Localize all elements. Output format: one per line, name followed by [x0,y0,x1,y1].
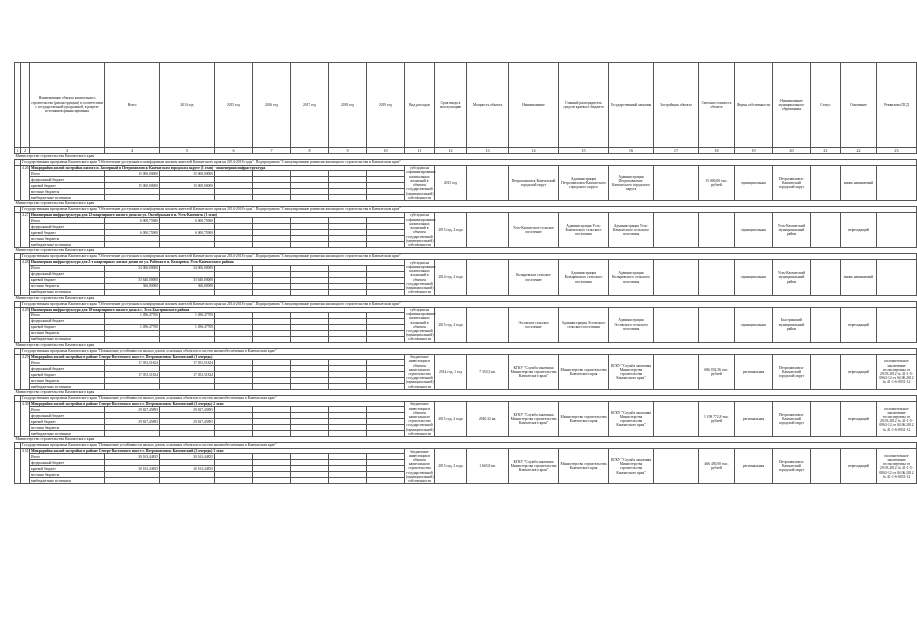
ownership-form: региональная [735,402,773,437]
object-number: 4.28. [21,260,30,295]
year-2014-value: 6 000,75900 [160,230,215,236]
column-number: 10 [367,148,405,154]
column-number: 11 [405,148,435,154]
estimated-cost: 1 199 772,8 тыс. рублей [699,402,735,437]
year-2014-value: 29 827,45895 [160,407,215,413]
total-value: 29 827,45895 [105,419,160,425]
column-number: 16 [609,148,654,154]
municipality: Петропавловск-Камчатский городской округ [773,166,811,201]
ministry-name: Министерство строительства Камчатского края [15,437,917,443]
year-2014-value: 15 000,00000 [160,171,215,177]
expense-type: бюджетные инвестиции в объекты капитального строительства государственной (муниципальной) собственности [406,449,434,483]
ministry-name: Министерство строительства Камчатского края [15,390,917,396]
year-2014-value: 366,00000 [160,283,215,289]
object-title: Инженерная инфраструктура для 12-квартирного жилого дома по ул. Октябрьская в п. Усть-Камчатск (1 этап) [30,213,405,218]
total-value [105,478,160,484]
object-number: 4.30. [21,402,30,437]
object-row [15,449,917,454]
design-docs [877,260,917,295]
municipality: Петропавловск-Камчатский городской округ [773,354,811,389]
developer [654,213,699,248]
design-docs: положительное заключение госэкспертизы от 29.03.2012 № 41-1-5-0062-12 от 04.06.2012 № 41-1-6-0031-12 [877,449,917,484]
developer [654,354,699,389]
object-owner: КГКУ "Служба заказчика Министерства строительства Камчатского края" [509,402,559,437]
estimated-cost [699,307,735,342]
column-header: Сметная стоимость объекта [699,63,735,148]
basis: переходящий [841,307,877,342]
total-value: 29 827,45895 [105,407,160,413]
state-customer: КГКУ "Служба заказчика Министерства строительства Камчатского края" [609,354,654,389]
basis: переходящий [841,449,877,484]
object-row [15,260,917,265]
column-header: Мощность объекта [467,63,509,148]
ministry-name: Министерство строительства Камчатского края [15,154,917,160]
funding-source-label: местные бюджеты [30,425,105,431]
year-2014-value: 1 496,47700 [160,312,215,318]
total-value: 15 000,00000 [105,183,160,189]
column-number: 5 [160,148,215,154]
funding-source-label: местные бюджеты [30,472,105,478]
column-number: 12 [435,148,467,154]
funding-source-label: Итого [30,171,105,177]
funding-source-label: краевой бюджет [30,324,105,330]
program-name: Государственная программа Камчатского края "Повышение устойчивости жилых домов, основных объектов и систем жизнеобеспечения в Камчатском крае" [21,396,917,402]
object-owner: Козыревское сельское поселение [509,260,559,295]
budget-manager: Министерство строительства Камчатского края [559,449,609,484]
ministry-name: Министерство строительства Камчатского края [15,342,917,348]
year-2014-value: 30 163,44835 [160,454,215,460]
object-title: Микрорайон жилой застройки в районе Северо-Восточного шоссе г. Петропавловск-Камчатский (2 очередь) 3 этап [30,449,405,454]
funding-source-label: федеральный бюджет [30,413,105,419]
funding-source-label: местные бюджеты [30,283,105,289]
funding-source-label: Итого [30,454,105,460]
estimated-cost [699,213,735,248]
column-number: 20 [773,148,811,154]
status [811,354,841,389]
column-header: Основание [841,63,877,148]
year-2014-value: 6 000,75900 [160,218,215,224]
total-value: 1 496,47700 [105,324,160,330]
municipality: Усть-Камчатский муниципальный район [773,213,811,248]
object-title: Микрорайон жилой застройки жилого п. Заозерный в Петропавловск-Камчатском городском округе (1 этап) - инженерная инфраструктура [30,166,405,171]
object-title: Инженерная инфраструктура для 18-квартирного жилого дома в с. Эссо Быстринского района [30,307,405,312]
developer [654,449,699,484]
column-header: Статус [811,63,841,148]
capacity: 2040,32 кв. [467,402,509,437]
ownership-form: муниципальная [735,307,773,342]
year-value [329,478,367,484]
total-value: 30 163,44835 [105,466,160,472]
basis: переходящий [841,213,877,248]
design-docs: положительное заключение госэкспертизы от 29.03.2012 № 41-1-5-0062-12 от 04.06.2012 № 41-1-6-0031-12 [877,354,917,389]
total-value: 6 000,75900 [105,218,160,224]
funding-source-label: Итого [30,360,105,366]
program-name: Государственная программа Камчатского края "Обеспечение доступным и комфортным жильем жителей Камчатского края на 2014-2018 годы". Подпрограмма "Стимулирование развития жилищного строительства в Камчатском крае" [21,254,917,260]
column-header: 2015 год [215,63,253,148]
column-number: 7 [253,148,291,154]
status [811,449,841,484]
commission-date: 2015 год, 2 года [435,402,467,437]
funding-source-label: краевой бюджет [30,230,105,236]
commission-date: 2015 год, 2 года [435,213,467,248]
funding-source-label: краевой бюджет [30,466,105,472]
funding-source-label: Итого [30,312,105,318]
total-value: 17 053,51824 [105,372,160,378]
column-header: Государственный заказчик [609,63,654,148]
column-header: Наименование [509,63,559,148]
object-owner: КГКУ "Служба заказчика Министерства строительства Камчатского края" [509,449,559,484]
state-customer: Администрация Усть-Камчатского сельского поселения [609,213,654,248]
funding-source-label: федеральный бюджет [30,224,105,230]
column-number: 8 [291,148,329,154]
commission-date: 2015 год, 2 года [435,449,467,484]
funding-source-label: краевой бюджет [30,372,105,378]
object-row [15,166,917,171]
capacity [467,213,509,248]
funding-source-label: внебюджетные источники [30,478,105,484]
funding-source-label: краевой бюджет [30,277,105,283]
funding-source-label: краевой бюджет [30,419,105,425]
expense-type: субсидии на софинансирование капитальных вложений в объекты государственной (муниципальной) собственности [406,307,436,342]
status [811,307,841,342]
total-value: 17 053,51824 [105,360,160,366]
year-2014-value: 33 640,00000 [160,277,215,283]
budget-manager: Администрация Усть-Камчатского сельского поселения [559,213,609,248]
object-number: 4.29. [21,307,30,342]
funding-source-label: внебюджетные источники [30,195,105,201]
column-number: 9 [329,148,367,154]
budget-manager: Администрация Эссовского сельского поселения [559,307,609,342]
column-number: 22 [841,148,877,154]
column-number: 3 [30,148,105,154]
column-header: 2016 год [253,63,291,148]
funding-source-label: Итого [30,265,105,271]
budget-manager: Администрация Козыревского сельского поселения [559,260,609,295]
column-number: 13 [467,148,509,154]
object-owner: Эссовское сельское поселение [509,307,559,342]
year-2014-value: 17 053,51824 [160,372,215,378]
funding-source-label: федеральный бюджет [30,318,105,324]
column-number: 14 [509,148,559,154]
capacity: 7 353,3 кв. [467,354,509,389]
funding-source-label: федеральный бюджет [30,460,105,466]
funding-source-label: местные бюджеты [30,330,105,336]
basis: переходящий [841,354,877,389]
column-header: Всего [105,63,160,148]
municipality: Быстринский муниципальный район [773,307,811,342]
funding-source-label: внебюджетные источники [30,431,105,437]
column-header: Вид расходов [405,63,435,148]
column-header: 2019 год [367,63,405,148]
expense-type: субсидии на софинансирование капитальных вложений в объекты государственной (муниципальной) собственности [406,260,436,295]
total-value: 30 163,44835 [105,454,160,460]
commission-date: 2014 год, 2 года [435,260,467,295]
commission-date: 2015 год, 2 года [435,307,467,342]
status [811,260,841,295]
budget-manager: Министерство строительства Камчатского края [559,354,609,389]
object-owner: Петропавловск-Камчатский городской округ [509,166,559,201]
status [811,213,841,248]
ownership-form: муниципальная [735,166,773,201]
object-number: 4.31. [21,449,30,484]
program-name: Государственная программа Камчатского края "Повышение устойчивости жилых домов, основных объектов и систем жизнеобеспечения в Камчатском крае" [21,348,917,354]
object-number: 4.27. [21,213,30,248]
object-row [15,354,917,359]
estimated-cost: 466 450,00 тыс. рублей [699,449,735,484]
ownership-form: региональная [735,354,773,389]
object-row [15,307,917,312]
state-customer: Администрация Петропавловск-Камчатского городского округа [609,166,654,201]
developer [654,166,699,201]
column-number: 4 [105,148,160,154]
column-number: 6 [215,148,253,154]
column-number: 15 [559,148,609,154]
year-value [367,478,405,484]
state-customer: КГКУ "Служба заказчика Министерства строительства Камчатского края" [609,402,654,437]
funding-source-label: внебюджетные источники [30,289,105,295]
year-2014-value: 1 496,47700 [160,324,215,330]
column-number: 21 [811,148,841,154]
year-2014-value: 29 827,45895 [160,419,215,425]
design-docs [877,307,917,342]
expense-type: субсидии на софинансирование капитальных вложений в объекты государственной (муниципальной) собственности [406,166,436,200]
basis: вновь начинаемый [841,260,877,295]
program-name: Государственная программа Камчатского края "Повышение устойчивости жилых домов, основных объектов и систем жизнеобеспечения в Камчатском крае" [21,443,917,449]
ministry-name: Министерство строительства Камчатского края [15,295,917,301]
object-owner: Усть-Камчатское сельское поселение [509,213,559,248]
total-value: 15 000,00000 [105,171,160,177]
funding-source-label: Итого [30,218,105,224]
budget-manager: Министерство строительства Камчатского края [559,402,609,437]
funding-source-label: федеральный бюджет [30,366,105,372]
object-row [15,402,917,407]
commission-date: 2014 год, 1 год [435,354,467,389]
funding-source-label: местные бюджеты [30,236,105,242]
column-number: 19 [735,148,773,154]
year-value [215,478,253,484]
column-header: Форма собственности [735,63,773,148]
object-number: 4.26. [21,166,30,201]
program-name: Государственная программа Камчатского края "Обеспечение доступным и комфортным жильем жителей Камчатского края на 2014-2018 годы". Подпрограмма "Стимулирование развития жилищного строительства в Камчатском крае" [21,207,917,213]
object-owner: КГКУ "Служба заказчика Министерства строительства Камчатского края" [509,354,559,389]
basis: переходящий [841,402,877,437]
design-docs [877,213,917,248]
estimated-cost [699,260,735,295]
expense-type: субсидии на софинансирование капитальных вложений в объекты государственной (муниципальной) собственности [406,213,436,247]
developer [654,307,699,342]
state-customer: КГКУ "Служба заказчика Министерства строительства Камчатского края" [609,449,654,484]
column-number: 1 [16,148,19,153]
design-docs [877,166,917,201]
developer [654,402,699,437]
column-header: 2018 год [329,63,367,148]
column-header: Застройщик объекта [654,63,699,148]
commission-date: 2015 год [435,166,467,201]
table-header-row [15,63,917,148]
municipality: Петропавловск-Камчатский городской округ [773,402,811,437]
year-2014-value [160,478,215,484]
year-value [253,478,291,484]
object-title: Микрорайон жилой застройки в районе Северо-Восточного шоссе г. Петропавловск-Камчатский (1 очередь) [30,354,405,359]
ministry-name: Министерство строительства Камчатского края [15,248,917,254]
column-header: Наименование муниципального образования [773,63,811,148]
funding-source-label: внебюджетные источники [30,242,105,248]
year-2014-value: 15 000,00000 [160,183,215,189]
municipality: Усть-Камчатский муниципальный район [773,260,811,295]
total-value: 1 496,47700 [105,312,160,318]
estimated-cost: 686 032,56 тыс. рублей [699,354,735,389]
total-value: 33 640,00000 [105,277,160,283]
ownership-form: муниципальная [735,260,773,295]
capacity [467,307,509,342]
state-customer: Администрация Козыревского сельского поселения [609,260,654,295]
status [811,402,841,437]
ownership-form: муниципальная [735,213,773,248]
design-docs: положительное заключение госэкспертизы от 29.03.2012 № 41-1-5-0062-12 от 04.06.2012 № 41-1-6-0031-12 [877,402,917,437]
total-value: 34 006,00000 [105,265,160,271]
program-name: Государственная программа Камчатского края "Обеспечение доступным и комфортным жильем жителей Камчатского края на 2014-2018 годы". Подпрограмма "Стимулирование развития жилищного строительства в Камчатском крае" [21,160,917,166]
year-2014-value: 30 163,44835 [160,466,215,472]
funding-source-label: местные бюджеты [30,189,105,195]
object-number: 4.29. [21,354,30,389]
funding-source-label: внебюджетные источники [30,384,105,390]
funding-source-label: федеральный бюджет [30,177,105,183]
funding-source-label: краевой бюджет [30,183,105,189]
funding-source-label: внебюджетные источники [30,336,105,342]
total-value: 366,00000 [105,283,160,289]
column-number: 23 [877,148,917,154]
expense-type: бюджетные инвестиции в объекты капитального строительства государственной (муниципальной) собственности [406,402,434,436]
object-title: Микрорайон жилой застройки в районе Северо-Восточного шоссе г. Петропавловск-Камчатский (2 очередь) 2 этап [30,402,405,407]
developer [654,260,699,295]
column-header: 2017 год [291,63,329,148]
column-header: Главный распорядитель средств краевого бюджета [559,63,609,148]
estimated-cost: 15 000,00 тыс. рублей [699,166,735,201]
column-number: 2 [21,148,30,154]
column-number: 17 [654,148,699,154]
state-customer: Администрация Эссовского сельского поселения [609,307,654,342]
column-header: Реквизиты ПСД [877,63,917,148]
status [811,166,841,201]
total-value: 6 000,75900 [105,230,160,236]
column-number: 18 [699,148,735,154]
capital-construction-table [14,62,917,484]
capacity [467,166,509,201]
column-header [21,63,30,148]
object-title: Инженерная инфраструктура для 2-х квартирных жилых домов по ул. Рабочая в п. Козыревск Усть-Камчатского района [30,260,405,265]
ownership-form: региональная [735,449,773,484]
object-row [15,213,917,218]
column-header: Наименование объекта капитального строительства (реконструкции) в соответствии с государственной программой, в разрезе источников финансирования [30,63,105,148]
program-name: Государственная программа Камчатского края "Обеспечение доступным и комфортным жильем жителей Камчатского края на 2014-2018 годы". Подпрограмма "Стимулирование развития жилищного строительства в Камчатском крае" [21,301,917,307]
year-value [291,478,329,484]
capacity [467,260,509,295]
funding-source-label: федеральный бюджет [30,271,105,277]
year-2014-value: 17 053,51824 [160,360,215,366]
column-header: 2014 год [160,63,215,148]
funding-source-label: Итого [30,407,105,413]
municipality: Петропавловск-Камчатский городской округ [773,449,811,484]
year-2014-value: 34 006,00000 [160,265,215,271]
capacity: 1 665,8 кв. [467,449,509,484]
budget-manager: Администрация Петропавловск-Камчатского городского округа [559,166,609,201]
ministry-name: Министерство строительства Камчатского края [15,201,917,207]
column-header: Срок ввода в эксплуатацию [435,63,467,148]
basis: вновь начинаемый [841,166,877,201]
expense-type: бюджетные инвестиции в объекты капитального строительства государственной (муниципальной) собственности [406,355,434,389]
funding-source-label: местные бюджеты [30,378,105,384]
